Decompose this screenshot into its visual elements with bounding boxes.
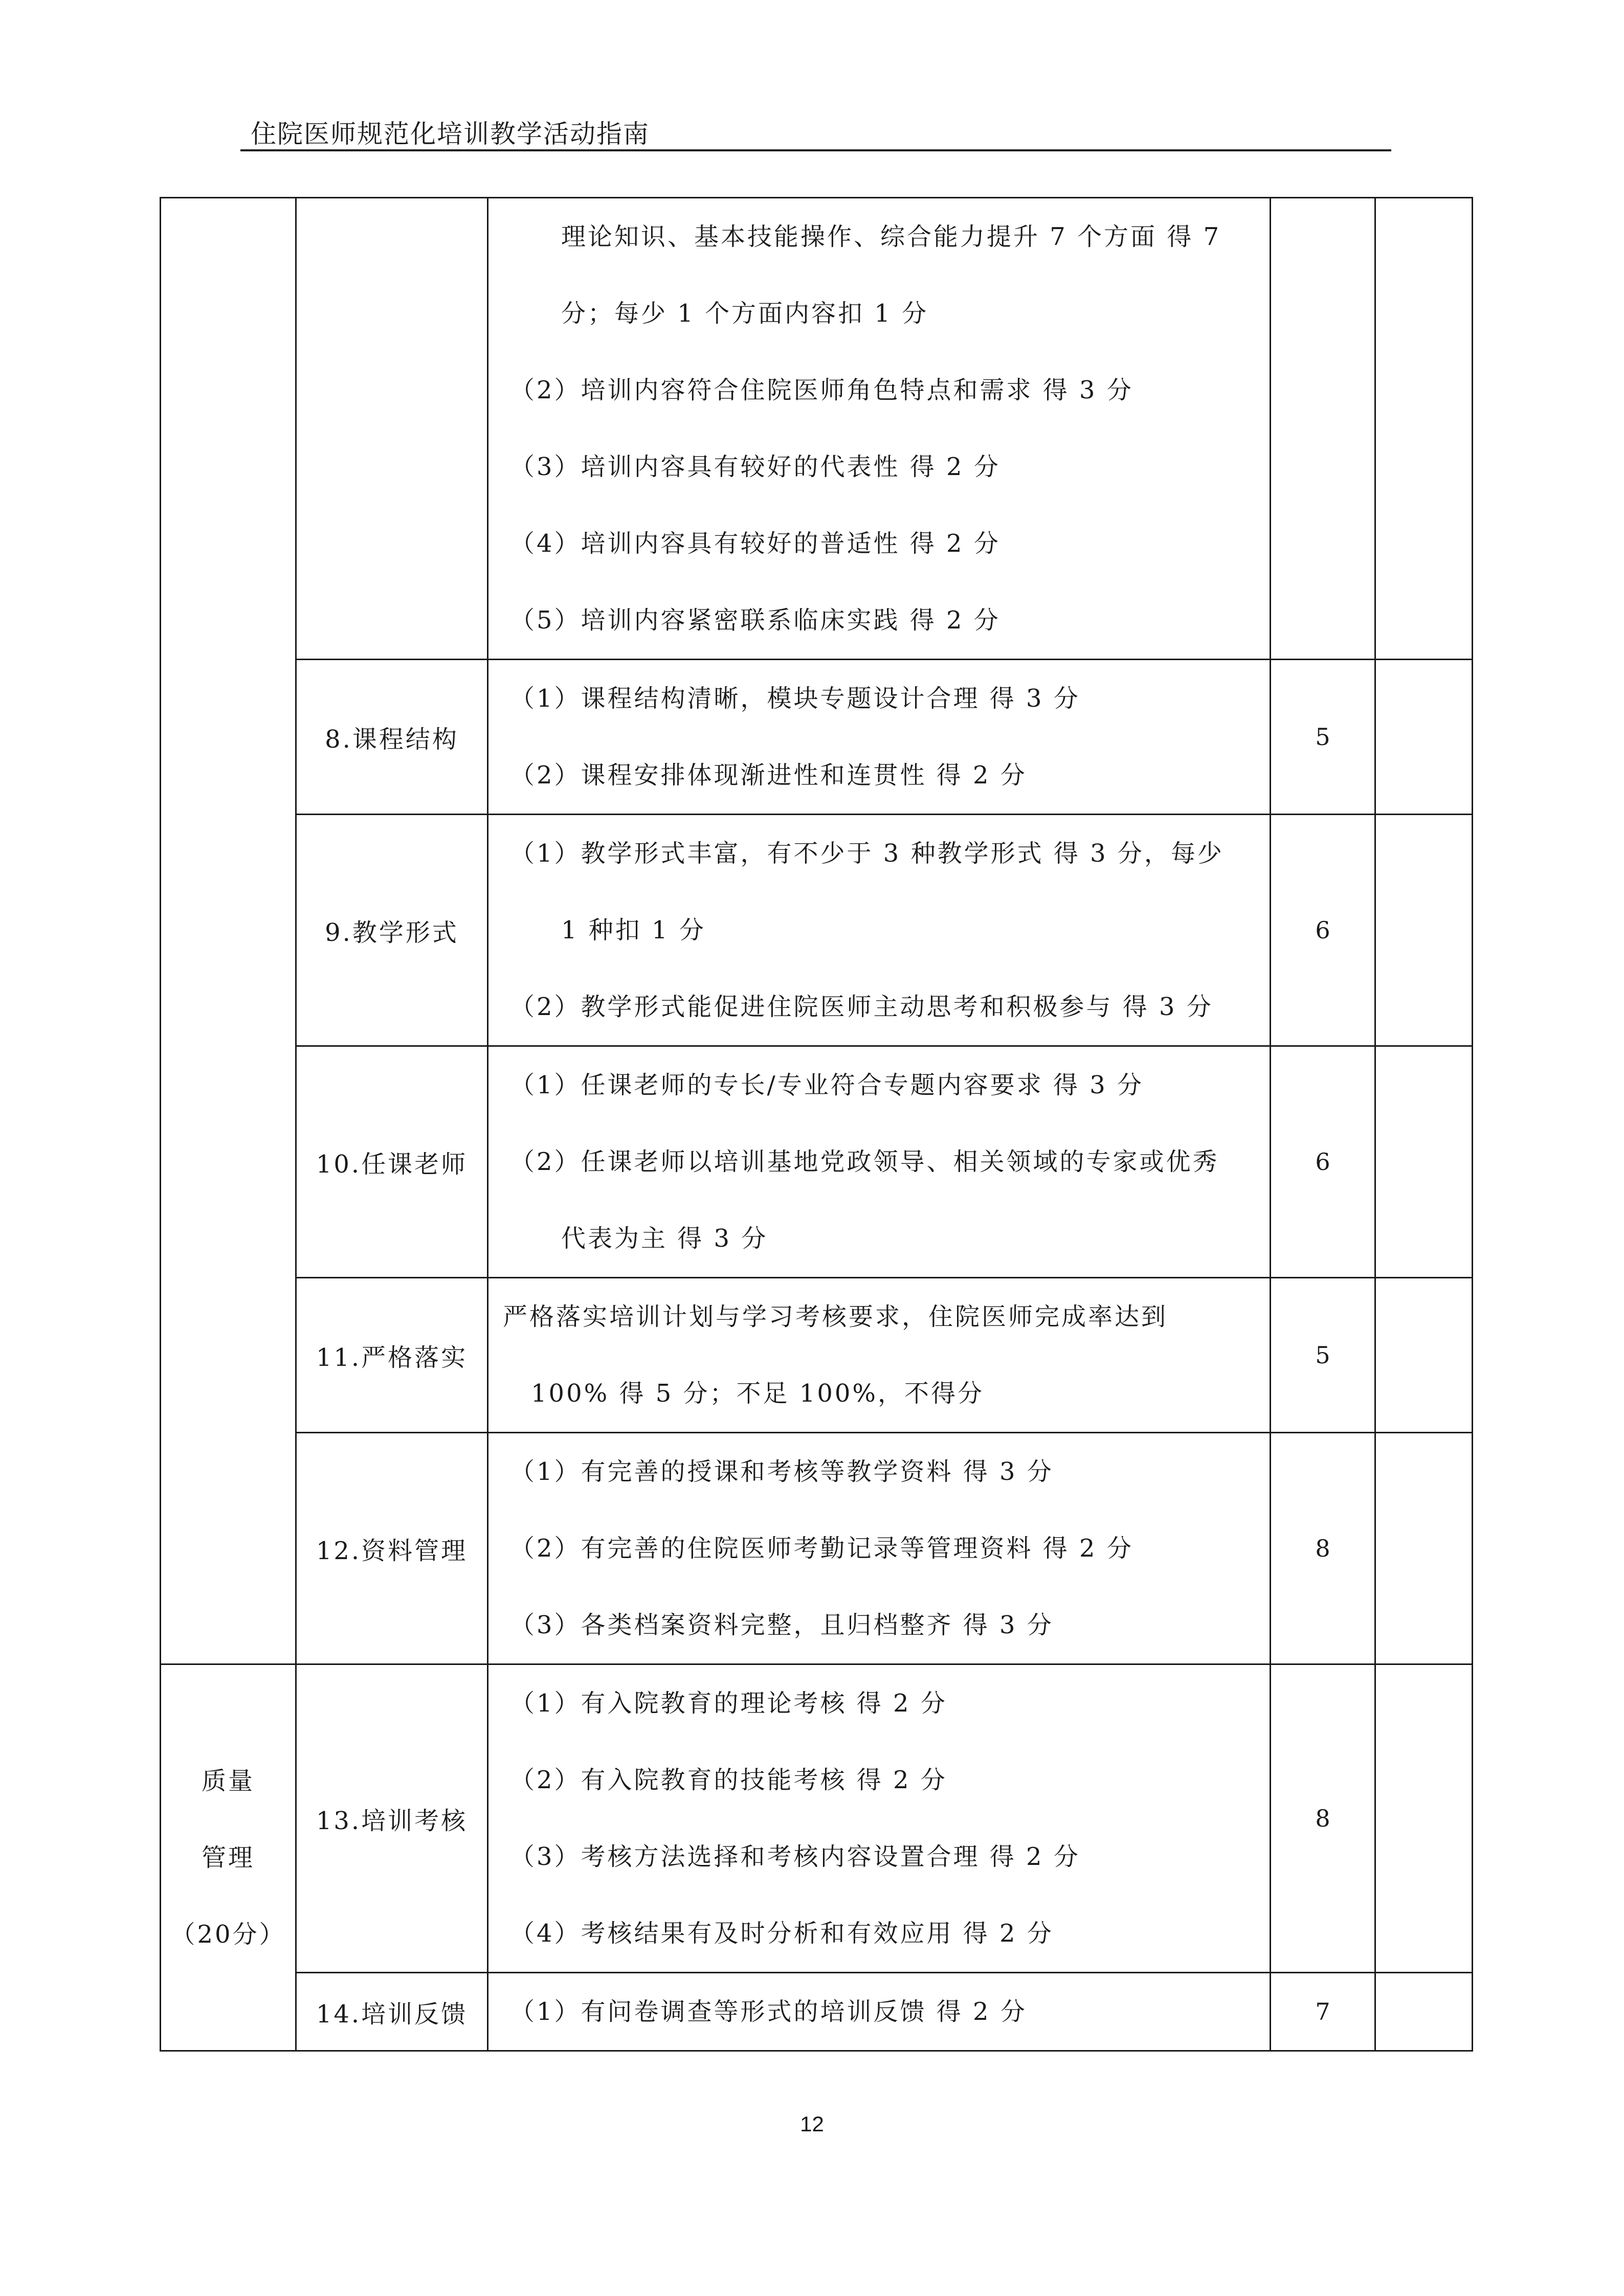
item-name: 12.资料管理 [296, 1433, 488, 1664]
criteria-line: 理论知识、基本技能操作、综合能力提升 7 个方面 得 7 [561, 222, 1221, 251]
category-label: 质量 [201, 1766, 255, 1795]
table-row [161, 1278, 1473, 1433]
criteria-line: （1）课程结构清晰，模块专题设计合理 得 3 分 [510, 684, 1080, 713]
criteria-line: 分；每少 1 个方面内容扣 1 分 [561, 299, 929, 328]
header-rule [240, 149, 1391, 151]
score-value: 6 [1271, 815, 1375, 1046]
table-row [161, 815, 1473, 1046]
criteria-line: 代表为主 得 3 分 [561, 1224, 768, 1253]
criteria-line: 1 种扣 1 分 [561, 916, 706, 944]
criteria-cell [488, 1973, 1271, 2051]
table-row [161, 198, 1473, 660]
criteria-line: （2）有入院教育的技能考核 得 2 分 [510, 1766, 947, 1794]
actual-score-cell [1375, 660, 1473, 815]
table-row [161, 1664, 1473, 1973]
actual-score-cell [1375, 198, 1473, 660]
actual-score-cell [1375, 1046, 1473, 1278]
category-label: 管理 [201, 1843, 255, 1872]
score-value [1271, 198, 1375, 660]
table-row [161, 1433, 1473, 1664]
item-name: 10.任课老师 [296, 1046, 488, 1278]
criteria-line: （3）培训内容具有较好的代表性 得 2 分 [510, 453, 1000, 481]
criteria-line: 100% 得 5 分；不足 100%，不得分 [531, 1379, 985, 1408]
criteria-cell [488, 1433, 1271, 1664]
scoring-table [160, 197, 1473, 2052]
item-name: 13.培训考核 [296, 1664, 488, 1973]
item-name [296, 198, 488, 660]
table-row [161, 1973, 1473, 2051]
criteria-line: （3）各类档案资料完整，且归档整齐 得 3 分 [510, 1611, 1054, 1639]
criteria-line: （1）任课老师的专长/专业符合专题内容要求 得 3 分 [510, 1071, 1144, 1099]
category-points: （20分） [170, 1920, 286, 1949]
actual-score-cell [1375, 1433, 1473, 1664]
category-cell-previous [161, 198, 296, 1664]
category-cell-quality-management [161, 1664, 296, 2051]
page-number: 12 [800, 2112, 824, 2136]
criteria-cell [488, 1046, 1271, 1278]
score-value: 6 [1271, 1046, 1375, 1278]
criteria-line: （1）教学形式丰富，有不少于 3 种教学形式 得 3 分，每少 [510, 839, 1224, 868]
criteria-line: （2）有完善的住院医师考勤记录等管理资料 得 2 分 [510, 1534, 1133, 1563]
criteria-line: （3）考核方法选择和考核内容设置合理 得 2 分 [510, 1842, 1080, 1871]
item-name: 8.课程结构 [296, 660, 488, 815]
actual-score-cell [1375, 815, 1473, 1046]
criteria-cell [488, 815, 1271, 1046]
item-name: 11.严格落实 [296, 1278, 488, 1433]
criteria-line: （1）有入院教育的理论考核 得 2 分 [510, 1689, 947, 1718]
criteria-line: （4）培训内容具有较好的普适性 得 2 分 [510, 529, 1000, 558]
score-value: 5 [1271, 1278, 1375, 1433]
score-value: 5 [1271, 660, 1375, 815]
table-row [161, 660, 1473, 815]
criteria-line: （2）课程安排体现渐进性和连贯性 得 2 分 [510, 761, 1027, 790]
table-row [161, 1046, 1473, 1278]
criteria-cell [488, 660, 1271, 815]
actual-score-cell [1375, 1664, 1473, 1973]
criteria-cell [488, 1278, 1271, 1433]
criteria-line: （5）培训内容紧密联系临床实践 得 2 分 [510, 606, 1000, 635]
running-header: 住院医师规范化培训教学活动指南 [251, 119, 650, 149]
score-value: 8 [1271, 1433, 1375, 1664]
criteria-line: （1）有完善的授课和考核等教学资料 得 3 分 [510, 1457, 1054, 1486]
actual-score-cell [1375, 1973, 1473, 2051]
actual-score-cell [1375, 1278, 1473, 1433]
criteria-cell [488, 1664, 1271, 1973]
criteria-cell [488, 198, 1271, 660]
criteria-line: （2）培训内容符合住院医师角色特点和需求 得 3 分 [510, 376, 1133, 404]
criteria-line: （2）教学形式能促进住院医师主动思考和积极参与 得 3 分 [510, 993, 1213, 1021]
score-value: 7 [1271, 1973, 1375, 2051]
criteria-line: （1）有问卷调查等形式的培训反馈 得 2 分 [510, 1997, 1027, 2026]
item-name: 14.培训反馈 [296, 1973, 488, 2051]
criteria-line: （4）考核结果有及时分析和有效应用 得 2 分 [510, 1919, 1054, 1948]
criteria-line: （2）任课老师以培训基地党政领导、相关领域的专家或优秀 [510, 1147, 1219, 1176]
score-value: 8 [1271, 1664, 1375, 1973]
item-name: 9.教学形式 [296, 815, 488, 1046]
criteria-line: 严格落实培训计划与学习考核要求，住院医师完成率达到 [503, 1302, 1168, 1331]
